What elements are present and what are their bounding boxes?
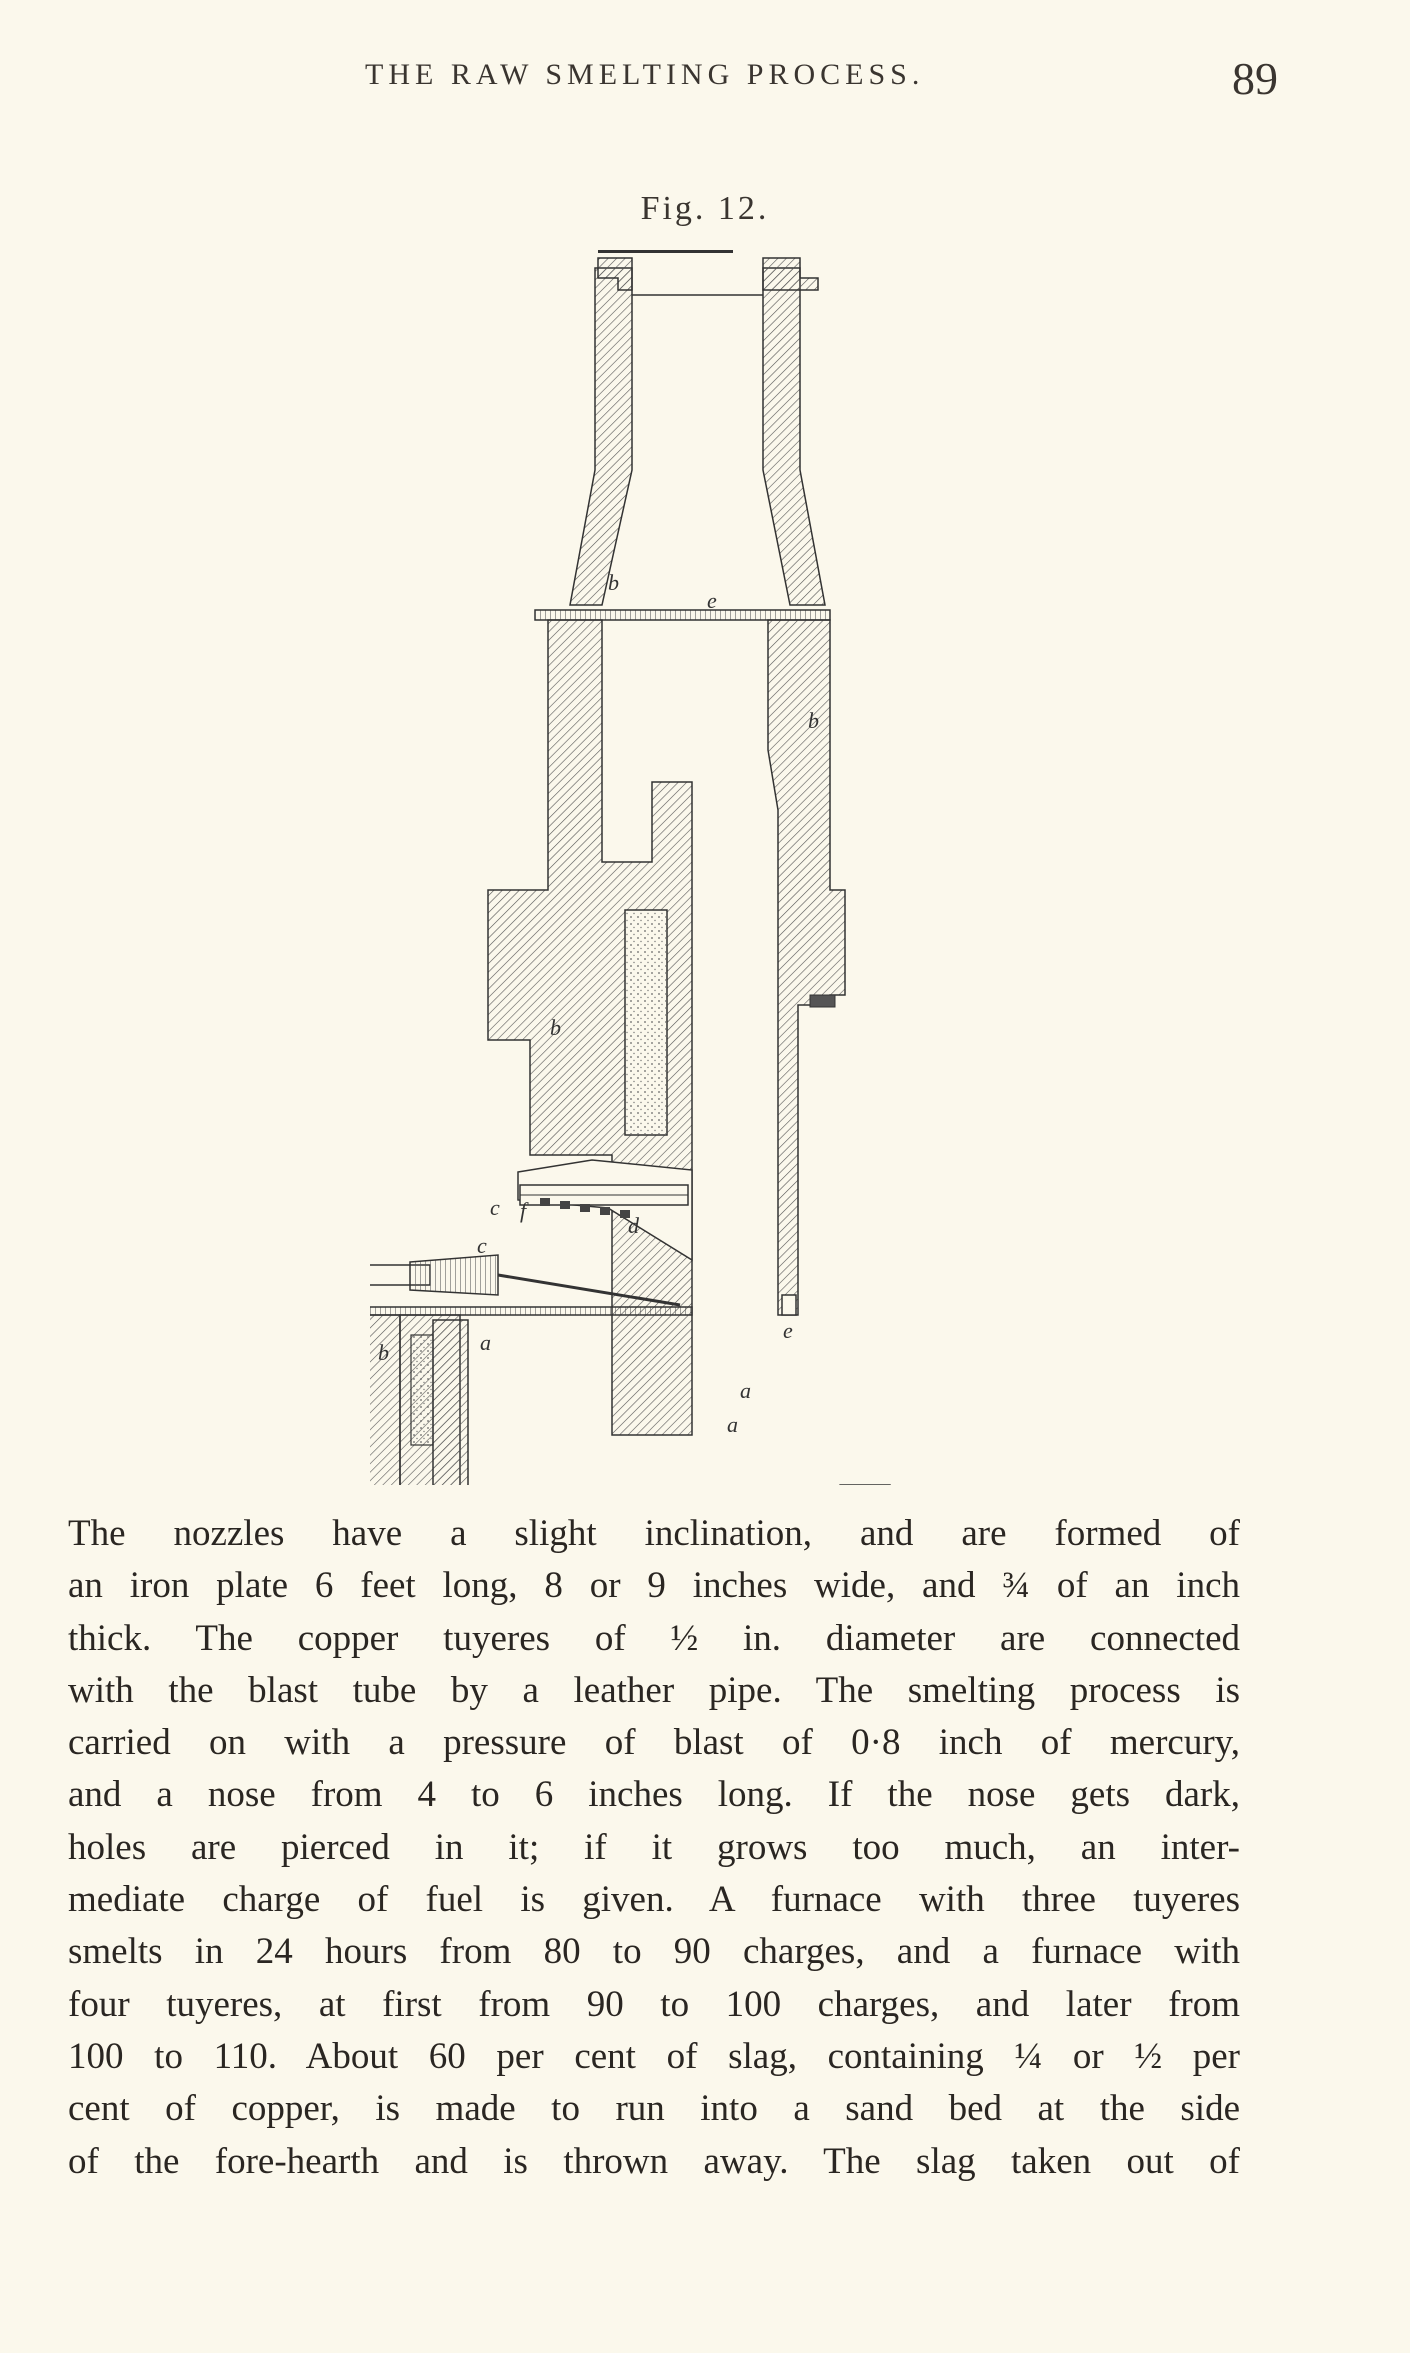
furnace-figure [370,250,970,1485]
text-line: four tuyeres, at first from 90 to 100 charges, and later from [68,1983,1240,2025]
running-title: THE RAW SMELTING PROCESS. [365,58,925,91]
page-number: 89 [1232,53,1278,104]
label-e-top: e [707,588,717,613]
shaft-right-wall [768,620,845,1315]
text-line: with the blast tube by a leather pipe. The smelting process is [68,1669,1240,1711]
label-f: f [520,1198,527,1223]
label-e-bottom: e [783,1318,793,1343]
upper-stack [535,250,830,620]
text-line: holes are pierced in it; if it grows too much, an inter- [68,1826,1240,1868]
text-line: smelts in 24 hours from 80 to 90 charges, and a furnace with [68,1931,1240,1973]
body-text [68,1508,1240,2188]
text-line: 100 to 110. About 60 per cent of slag, containing ¼ or ½ per [68,2035,1240,2077]
label-c-small: c [477,1233,487,1258]
text-line: thick. The copper tuyeres of ½ in. diameter are connected [68,1617,1240,1659]
label-b-mid: b [550,1015,561,1040]
label-d: d [628,1213,639,1238]
label-a-base: a [727,1412,738,1437]
text-line: carried on with a pressure of blast of 0·8 inch of mercury, [68,1722,1240,1764]
label-c-tuyere: c [490,1195,500,1220]
label-b-right: b [808,708,819,733]
label-a-hearth: a [740,1378,751,1403]
text-line: cent of copper, is made to run into a sand bed at the side [68,2088,1240,2130]
text-line: of the fore-hearth and is thrown away. The slag taken out of [68,2140,1240,2182]
text-line: and a nose from 4 to 6 inches long. If the nose gets dark, [68,1774,1240,1816]
label-b-upper: b [608,570,619,595]
label-b-lower: b [378,1340,389,1365]
label-a-small: a [480,1330,491,1355]
text-line: an iron plate 6 feet long, 8 or 9 inches wide, and ¾ of an inch [68,1565,1240,1607]
furnace-diagram [370,250,970,1485]
text-line: mediate charge of fuel is given. A furnace with three tuyeres [68,1879,1240,1921]
figure-caption: Fig. 12. [640,190,770,227]
running-head [0,52,1410,102]
text-line: The nozzles have a slight inclination, and are formed of [68,1513,1240,1554]
